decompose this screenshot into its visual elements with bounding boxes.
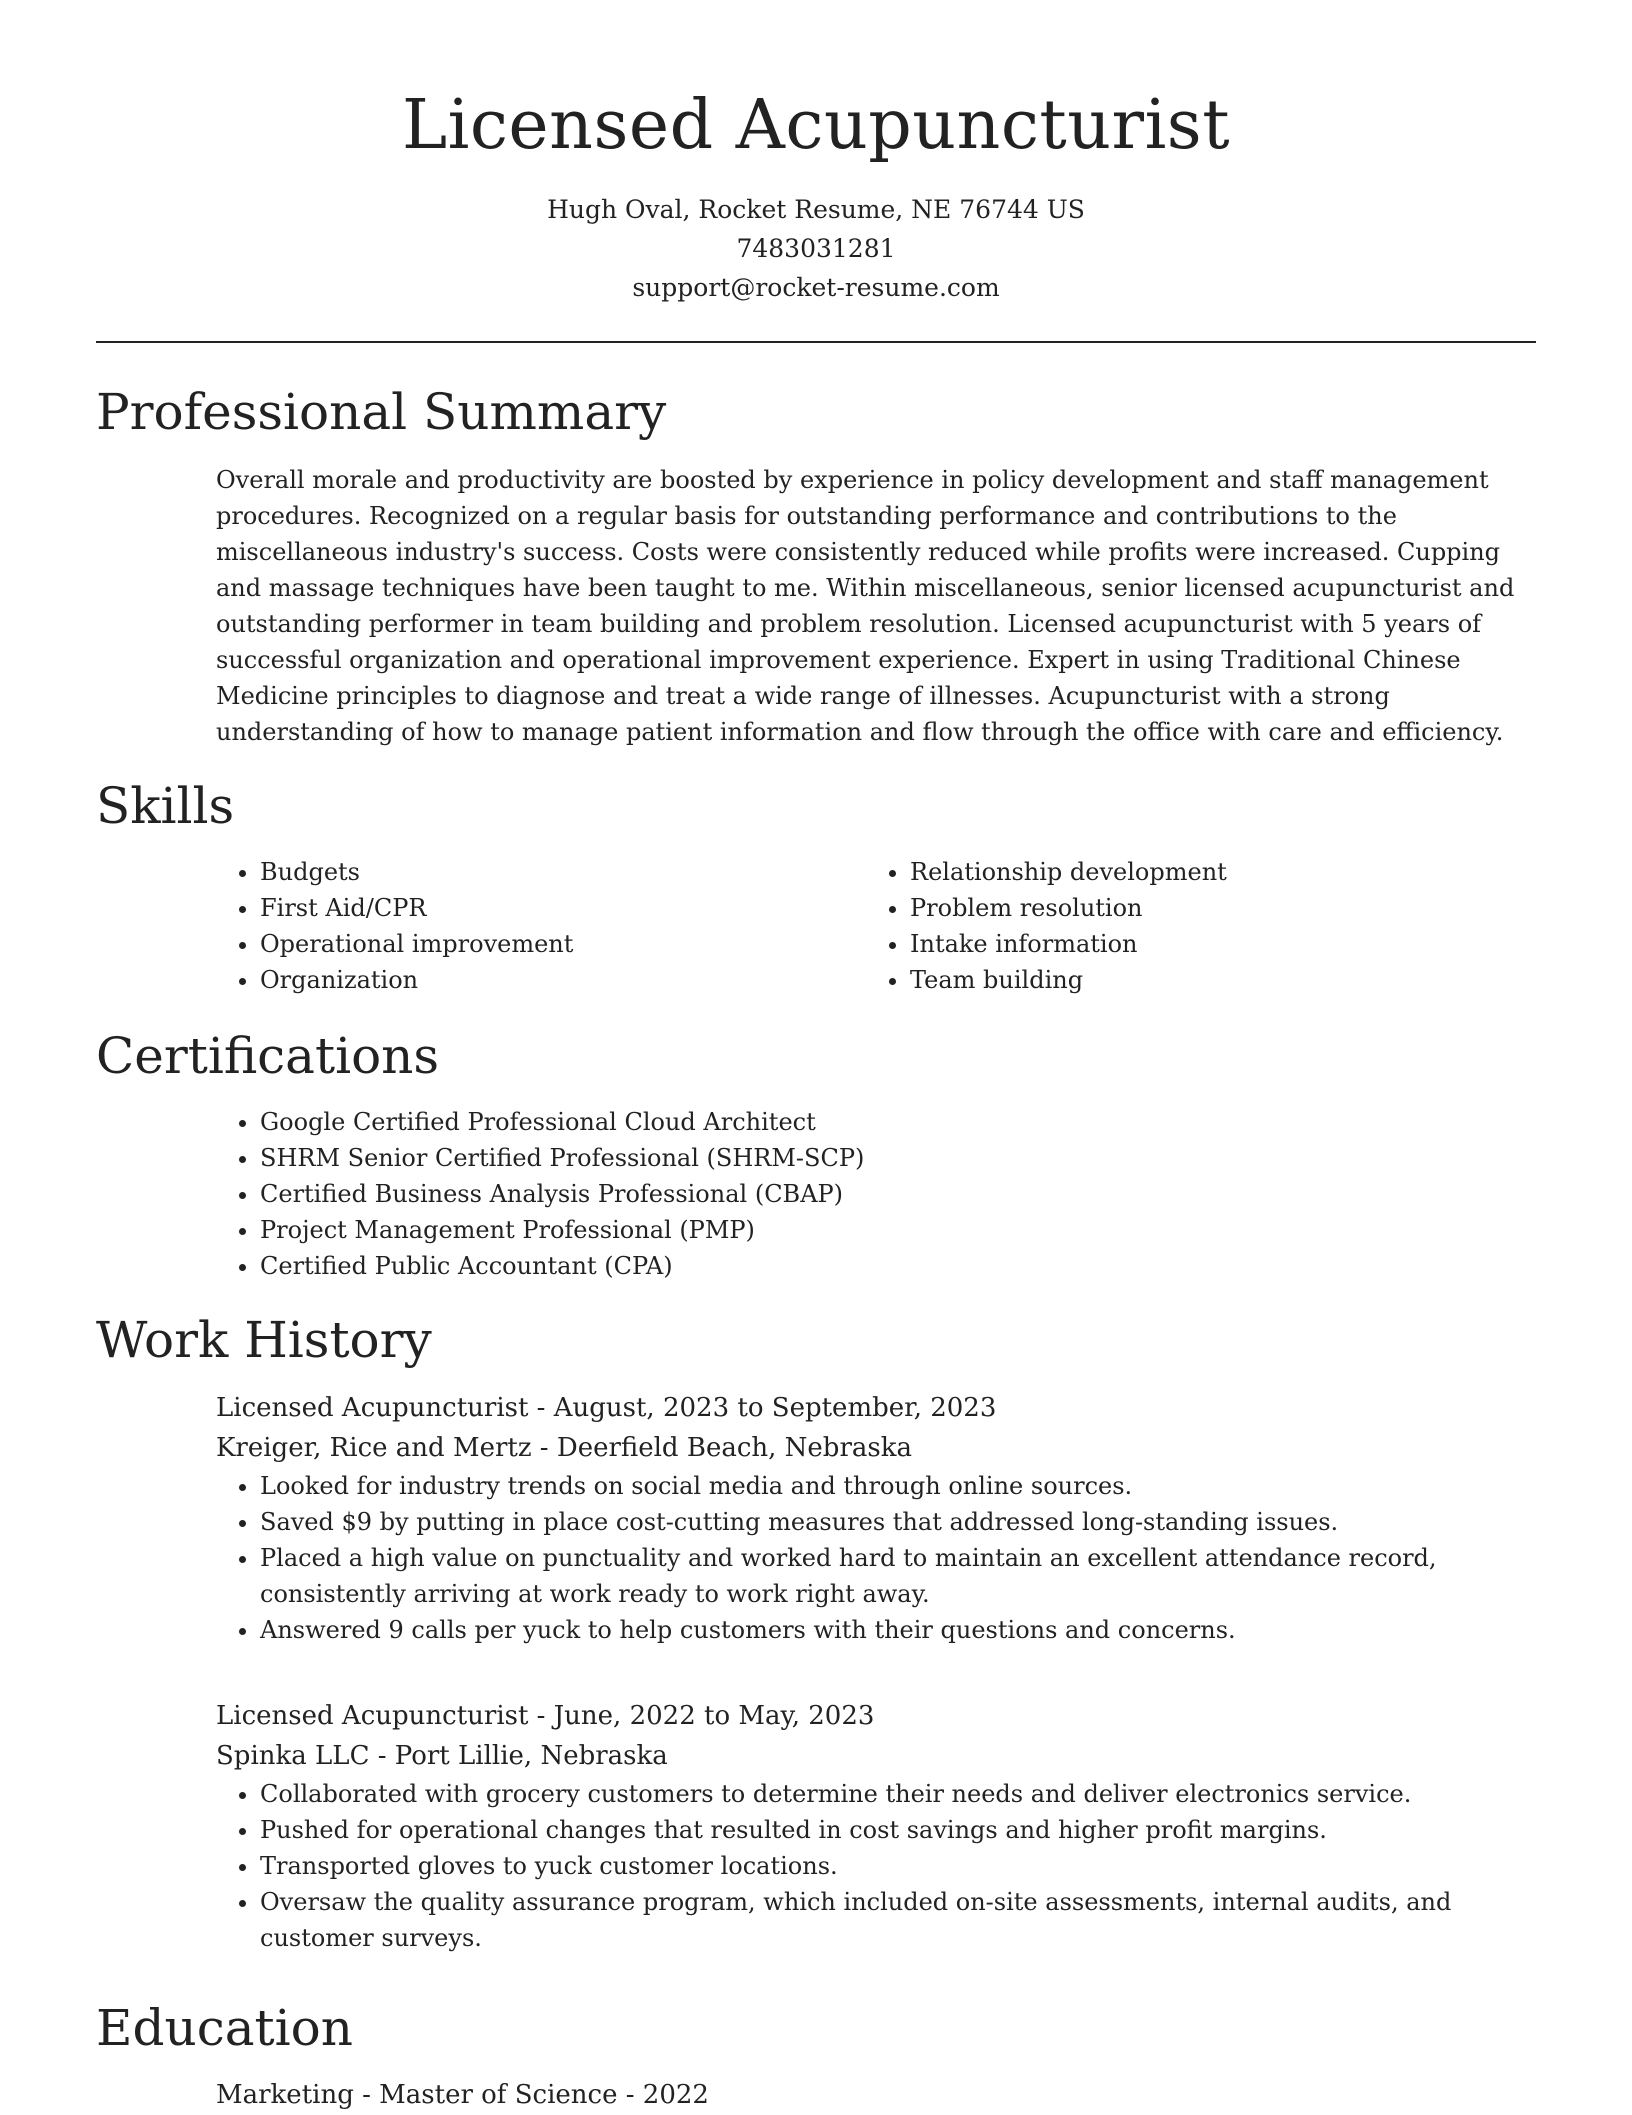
contact-address: Hugh Oval, Rocket Resume, NE 76744 US	[547, 195, 1085, 224]
contact-block	[96, 190, 1536, 307]
contact-phone: 7483031281	[736, 234, 896, 263]
job-entry	[216, 1696, 1538, 1956]
certifications-heading: Certifications	[96, 1027, 440, 1085]
job-bullet: • Collaborated with grocery customers to determine their needs and deliver electronics service.	[260, 1776, 1538, 1812]
resume-title: Licensed Acupuncturist	[401, 86, 1231, 165]
job-bullet: • Placed a high value on punctuality and worked hard to maintain an excellent attendance record, consistently arriving at work ready to work right away.	[260, 1540, 1538, 1612]
summary-text: Overall morale and productivity are boosted by experience in policy development and staff management procedures. Recognized on a regular basis for outstanding performance and contributions to the miscellaneous industry's success. Costs were consistently reduced while profits were increased. Cupping and massage techniques have been taught to me. Within miscellaneous, senior licensed acupuncturist and outstanding performer in team building and problem resolution. Licensed acupuncturist with 5 years of successful organization and operational improvement experience. Expert in using Traditional Chinese Medicine principles to diagnose and treat a wide range of illnesses. Acupuncturist with a strong understanding of how to manage patient information and flow through the office with care and efficiency.	[216, 466, 1515, 746]
job-bullet: • Saved $9 by putting in place cost-cutting measures that addressed long-standing issues.	[260, 1504, 1538, 1540]
skill-item: • Relationship development	[910, 854, 1506, 890]
education-heading: Education	[96, 1999, 353, 2057]
certification-item: • Certified Business Analysis Professional (CBAP)	[260, 1176, 1538, 1212]
job-company-line: Spinka LLC - Port Lillie, Nebraska	[216, 1741, 668, 1771]
certification-item: • SHRM Senior Certified Professional (SHRM-SCP)	[260, 1140, 1538, 1176]
skills-heading: Skills	[96, 777, 235, 835]
skills-column-right	[866, 854, 1506, 998]
job-title-line: Licensed Acupuncturist - August, 2023 to September, 2023	[216, 1393, 997, 1423]
skill-item: • First Aid/CPR	[260, 890, 856, 926]
job-bullet-list	[216, 1776, 1538, 1956]
certifications-list	[216, 1104, 1538, 1284]
job-bullet: • Answered 9 calls per yuck to help customers with their questions and concerns.	[260, 1612, 1538, 1648]
job-bullet: • Pushed for operational changes that resulted in cost savings and higher profit margins.	[260, 1812, 1538, 1848]
education-entry: Marketing - Master of Science - 2022	[216, 2080, 709, 2110]
skill-item: • Budgets	[260, 854, 856, 890]
job-bullet-list	[216, 1468, 1538, 1648]
job-bullet: • Looked for industry trends on social media and through online sources.	[260, 1468, 1538, 1504]
skill-item: • Intake information	[910, 926, 1506, 962]
certification-item: • Project Management Professional (PMP)	[260, 1212, 1538, 1248]
certification-item: • Google Certified Professional Cloud Architect	[260, 1104, 1538, 1140]
skill-item: • Problem resolution	[910, 890, 1506, 926]
summary-heading: Professional Summary	[96, 383, 667, 441]
skill-item: • Organization	[260, 962, 856, 998]
job-company-line: Kreiger, Rice and Mertz - Deerfield Beach, Nebraska	[216, 1433, 912, 1463]
skills-column-left	[216, 854, 856, 998]
certification-item: • Certified Public Accountant (CPA)	[260, 1248, 1538, 1284]
job-title-line: Licensed Acupuncturist - June, 2022 to May, 2023	[216, 1701, 875, 1731]
header-divider	[96, 341, 1536, 343]
skill-item: • Team building	[910, 962, 1506, 998]
skill-item: • Operational improvement	[260, 926, 856, 962]
job-entry	[216, 1388, 1538, 1648]
job-bullet: • Oversaw the quality assurance program, which included on-site assessments, internal audits, and customer surveys.	[260, 1884, 1538, 1956]
contact-email: support@rocket-resume.com	[632, 273, 1000, 302]
work-history-heading: Work History	[96, 1311, 432, 1369]
job-bullet: • Transported gloves to yuck customer locations.	[260, 1848, 1538, 1884]
